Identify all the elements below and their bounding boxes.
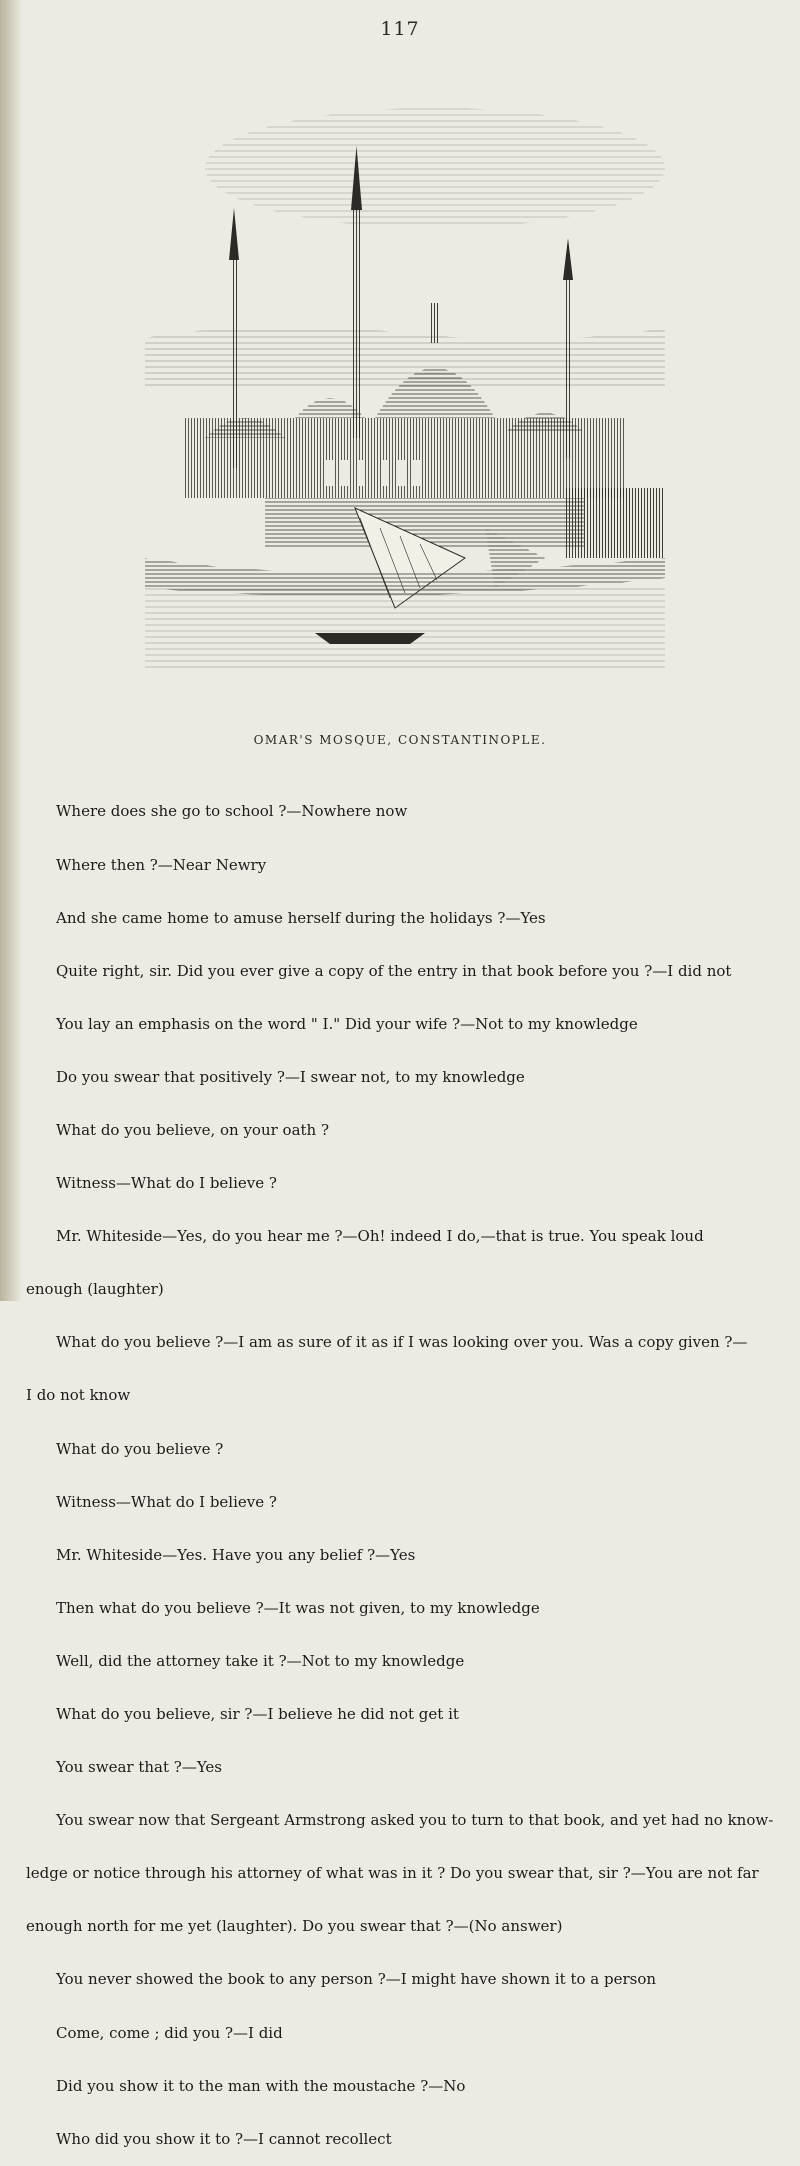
text-line: Mr. Whiteside—Yes, do you hear me ?—Oh! indeed I do,—that is true. You speak loud	[56, 1227, 704, 1246]
text-line: Where then ?—Near Newry	[56, 855, 267, 874]
text-line: Then what do you believe ?—It was not given, to my knowledge	[56, 1598, 540, 1617]
text-line: enough (laughter)	[26, 1280, 164, 1299]
text-line: Where does she go to school ?—Nowhere now	[56, 802, 408, 821]
text-line: Come, come ; did you ?—I did	[56, 2023, 283, 2042]
page-number: 117	[380, 18, 420, 40]
text-line: Quite right, sir. Did you ever give a copy of the entry in that book before you ?—I did not	[56, 961, 732, 980]
text-line: Mr. Whiteside—Yes. Have you any belief ?—Yes	[56, 1545, 416, 1564]
text-line: What do you believe, sir ?—I believe he did not get it	[56, 1705, 459, 1723]
text-line: enough north for me yet (laughter). Do you swear that ?—(No answer)	[26, 1917, 563, 1936]
illustration-caption: OMAR'S MOSQUE, CONSTANTINOPLE.	[253, 733, 547, 747]
engraving-illustration	[145, 88, 665, 668]
page-gutter-shadow	[0, 0, 22, 1301]
text-line: And she came home to amuse herself during the holidays ?—Yes	[56, 908, 546, 927]
text-line: Witness—What do I believe ?	[56, 1492, 277, 1511]
text-line: Witness—What do I believe ?	[56, 1174, 277, 1193]
engraving-mosque-harbour-icon	[145, 88, 665, 668]
testimony-text	[20, 768, 800, 2166]
text-line: ledge or notice through his attorney of what was in it ? Do you swear that, sir ?—You are not far	[26, 1864, 759, 1883]
text-line: What do you believe, on your oath ?	[56, 1120, 330, 1139]
text-line: Well, did the attorney take it ?—Not to my knowledge	[56, 1651, 465, 1670]
text-line: You swear now that Sergeant Armstrong asked you to turn to that book, and yet had no know-	[56, 1811, 774, 1830]
text-line: You lay an emphasis on the word " I." Did your wife ?—Not to my knowledge	[56, 1014, 638, 1033]
text-line: Do you swear that positively ?—I swear not, to my knowledge	[56, 1067, 525, 1086]
text-line: Who did you show it to ?—I cannot recollect	[56, 2129, 392, 2148]
text-line: What do you believe ?	[56, 1439, 224, 1458]
text-line: What do you believe ?—I am as sure of it as if I was looking over you. Was a copy given ?—	[56, 1333, 748, 1352]
text-line: I do not know	[26, 1386, 131, 1405]
text-line: You swear that ?—Yes	[56, 1758, 222, 1777]
text-line: You never showed the book to any person ?—I might have shown it to a person	[56, 1970, 657, 1989]
text-line: Did you show it to the man with the moustache ?—No	[56, 2076, 466, 2095]
